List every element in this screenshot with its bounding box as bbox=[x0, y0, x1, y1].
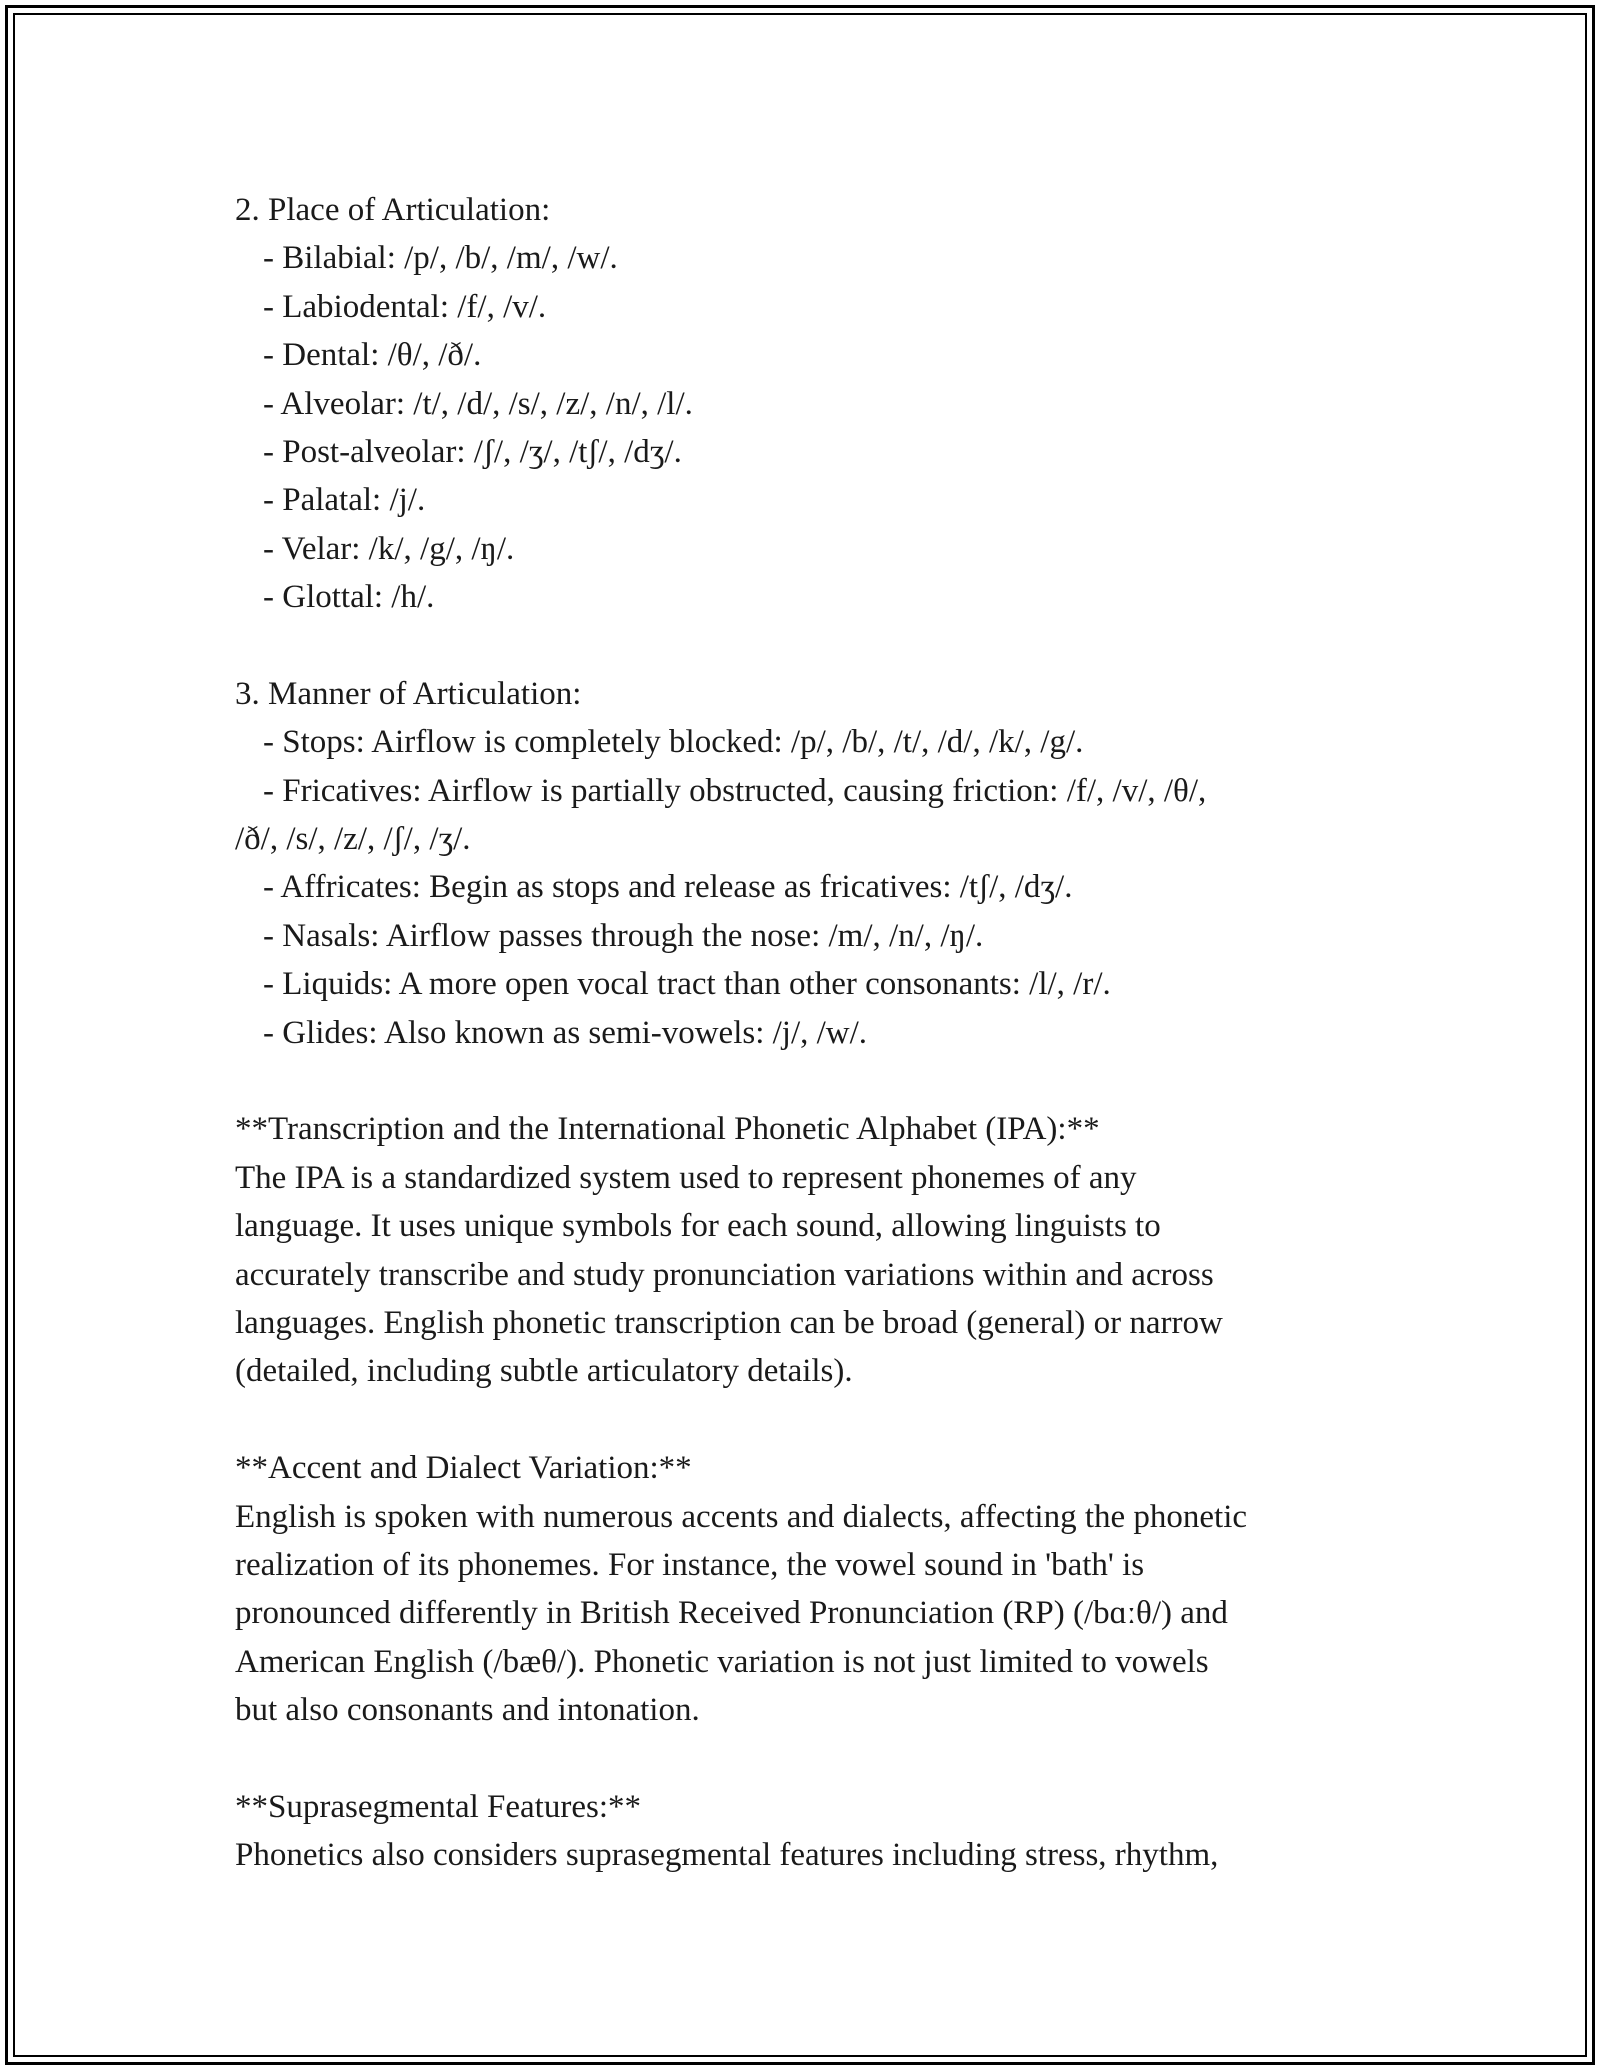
paragraph-line: English is spoken with numerous accents and dialects, affecting the phonetic bbox=[235, 1498, 1248, 1535]
list-item-bilabial: - Bilabial: /p/, /b/, /m/, /w/. bbox=[263, 240, 618, 277]
section-heading-accent: **Accent and Dialect Variation:** bbox=[235, 1450, 692, 1487]
list-item-glottal: - Glottal: /h/. bbox=[263, 579, 435, 616]
list-item-fricatives-continued: /ð/, /s/, /z/, /ʃ/, /ʒ/. bbox=[235, 821, 471, 858]
list-item-affricates: - Affricates: Begin as stops and release as fricatives: /tʃ/, /dʒ/. bbox=[263, 869, 1073, 906]
list-item-nasals: - Nasals: Airflow passes through the nose: /m/, /n/, /ŋ/. bbox=[263, 917, 984, 954]
list-item-dental: - Dental: /θ/, /ð/. bbox=[263, 337, 482, 374]
paragraph-line: The IPA is a standardized system used to represent phonemes of any bbox=[235, 1159, 1137, 1196]
paragraph-gap bbox=[235, 1396, 1375, 1444]
list-item-palatal: - Palatal: /j/. bbox=[263, 482, 426, 519]
list-item-alveolar: - Alveolar: /t/, /d/, /s/, /z/, /n/, /l/. bbox=[263, 385, 693, 422]
list-item-stops: - Stops: Airflow is completely blocked: /p/, /b/, /t/, /d/, /k/, /g/. bbox=[263, 724, 1084, 761]
paragraph-line: pronounced differently in British Received Pronunciation (RP) (/bɑːθ/) and bbox=[235, 1595, 1228, 1632]
paragraph-line: American English (/bæθ/). Phonetic variation is not just limited to vowels bbox=[235, 1643, 1209, 1680]
paragraph-line: realization of its phonemes. For instance, the vowel sound in 'bath' is bbox=[235, 1546, 1145, 1583]
paragraph-gap bbox=[235, 622, 1375, 670]
list-item-glides: - Glides: Also known as semi-vowels: /j/, /w/. bbox=[263, 1014, 868, 1051]
section-heading-ipa: **Transcription and the International Phonetic Alphabet (IPA):** bbox=[235, 1111, 1100, 1148]
section-heading-suprasegmental: **Suprasegmental Features:** bbox=[235, 1788, 641, 1825]
paragraph-line: but also consonants and intonation. bbox=[235, 1692, 700, 1729]
document-body bbox=[235, 186, 1375, 1880]
paragraph-line: (detailed, including subtle articulatory details). bbox=[235, 1353, 853, 1390]
paragraph-gap bbox=[235, 1735, 1375, 1783]
list-item-fricatives: - Fricatives: Airflow is partially obstructed, causing friction: /f/, /v/, /θ/, bbox=[263, 772, 1207, 809]
list-item-velar: - Velar: /k/, /g/, /ŋ/. bbox=[263, 530, 515, 567]
section-heading-manner: 3. Manner of Articulation: bbox=[235, 675, 582, 712]
paragraph-gap bbox=[235, 1057, 1375, 1105]
list-item-labiodental: - Labiodental: /f/, /v/. bbox=[263, 288, 547, 325]
paragraph-line: languages. English phonetic transcription can be broad (general) or narrow bbox=[235, 1304, 1223, 1341]
list-item-liquids: - Liquids: A more open vocal tract than other consonants: /l/, /r/. bbox=[263, 966, 1111, 1003]
list-item-post-alveolar: - Post-alveolar: /ʃ/, /ʒ/, /tʃ/, /dʒ/. bbox=[263, 433, 682, 470]
paragraph-line: accurately transcribe and study pronunciation variations within and across bbox=[235, 1256, 1214, 1293]
paragraph-line: Phonetics also considers suprasegmental features including stress, rhythm, bbox=[235, 1837, 1219, 1874]
section-heading-place: 2. Place of Articulation: bbox=[235, 192, 551, 228]
paragraph-line: language. It uses unique symbols for each sound, allowing linguists to bbox=[235, 1208, 1161, 1245]
